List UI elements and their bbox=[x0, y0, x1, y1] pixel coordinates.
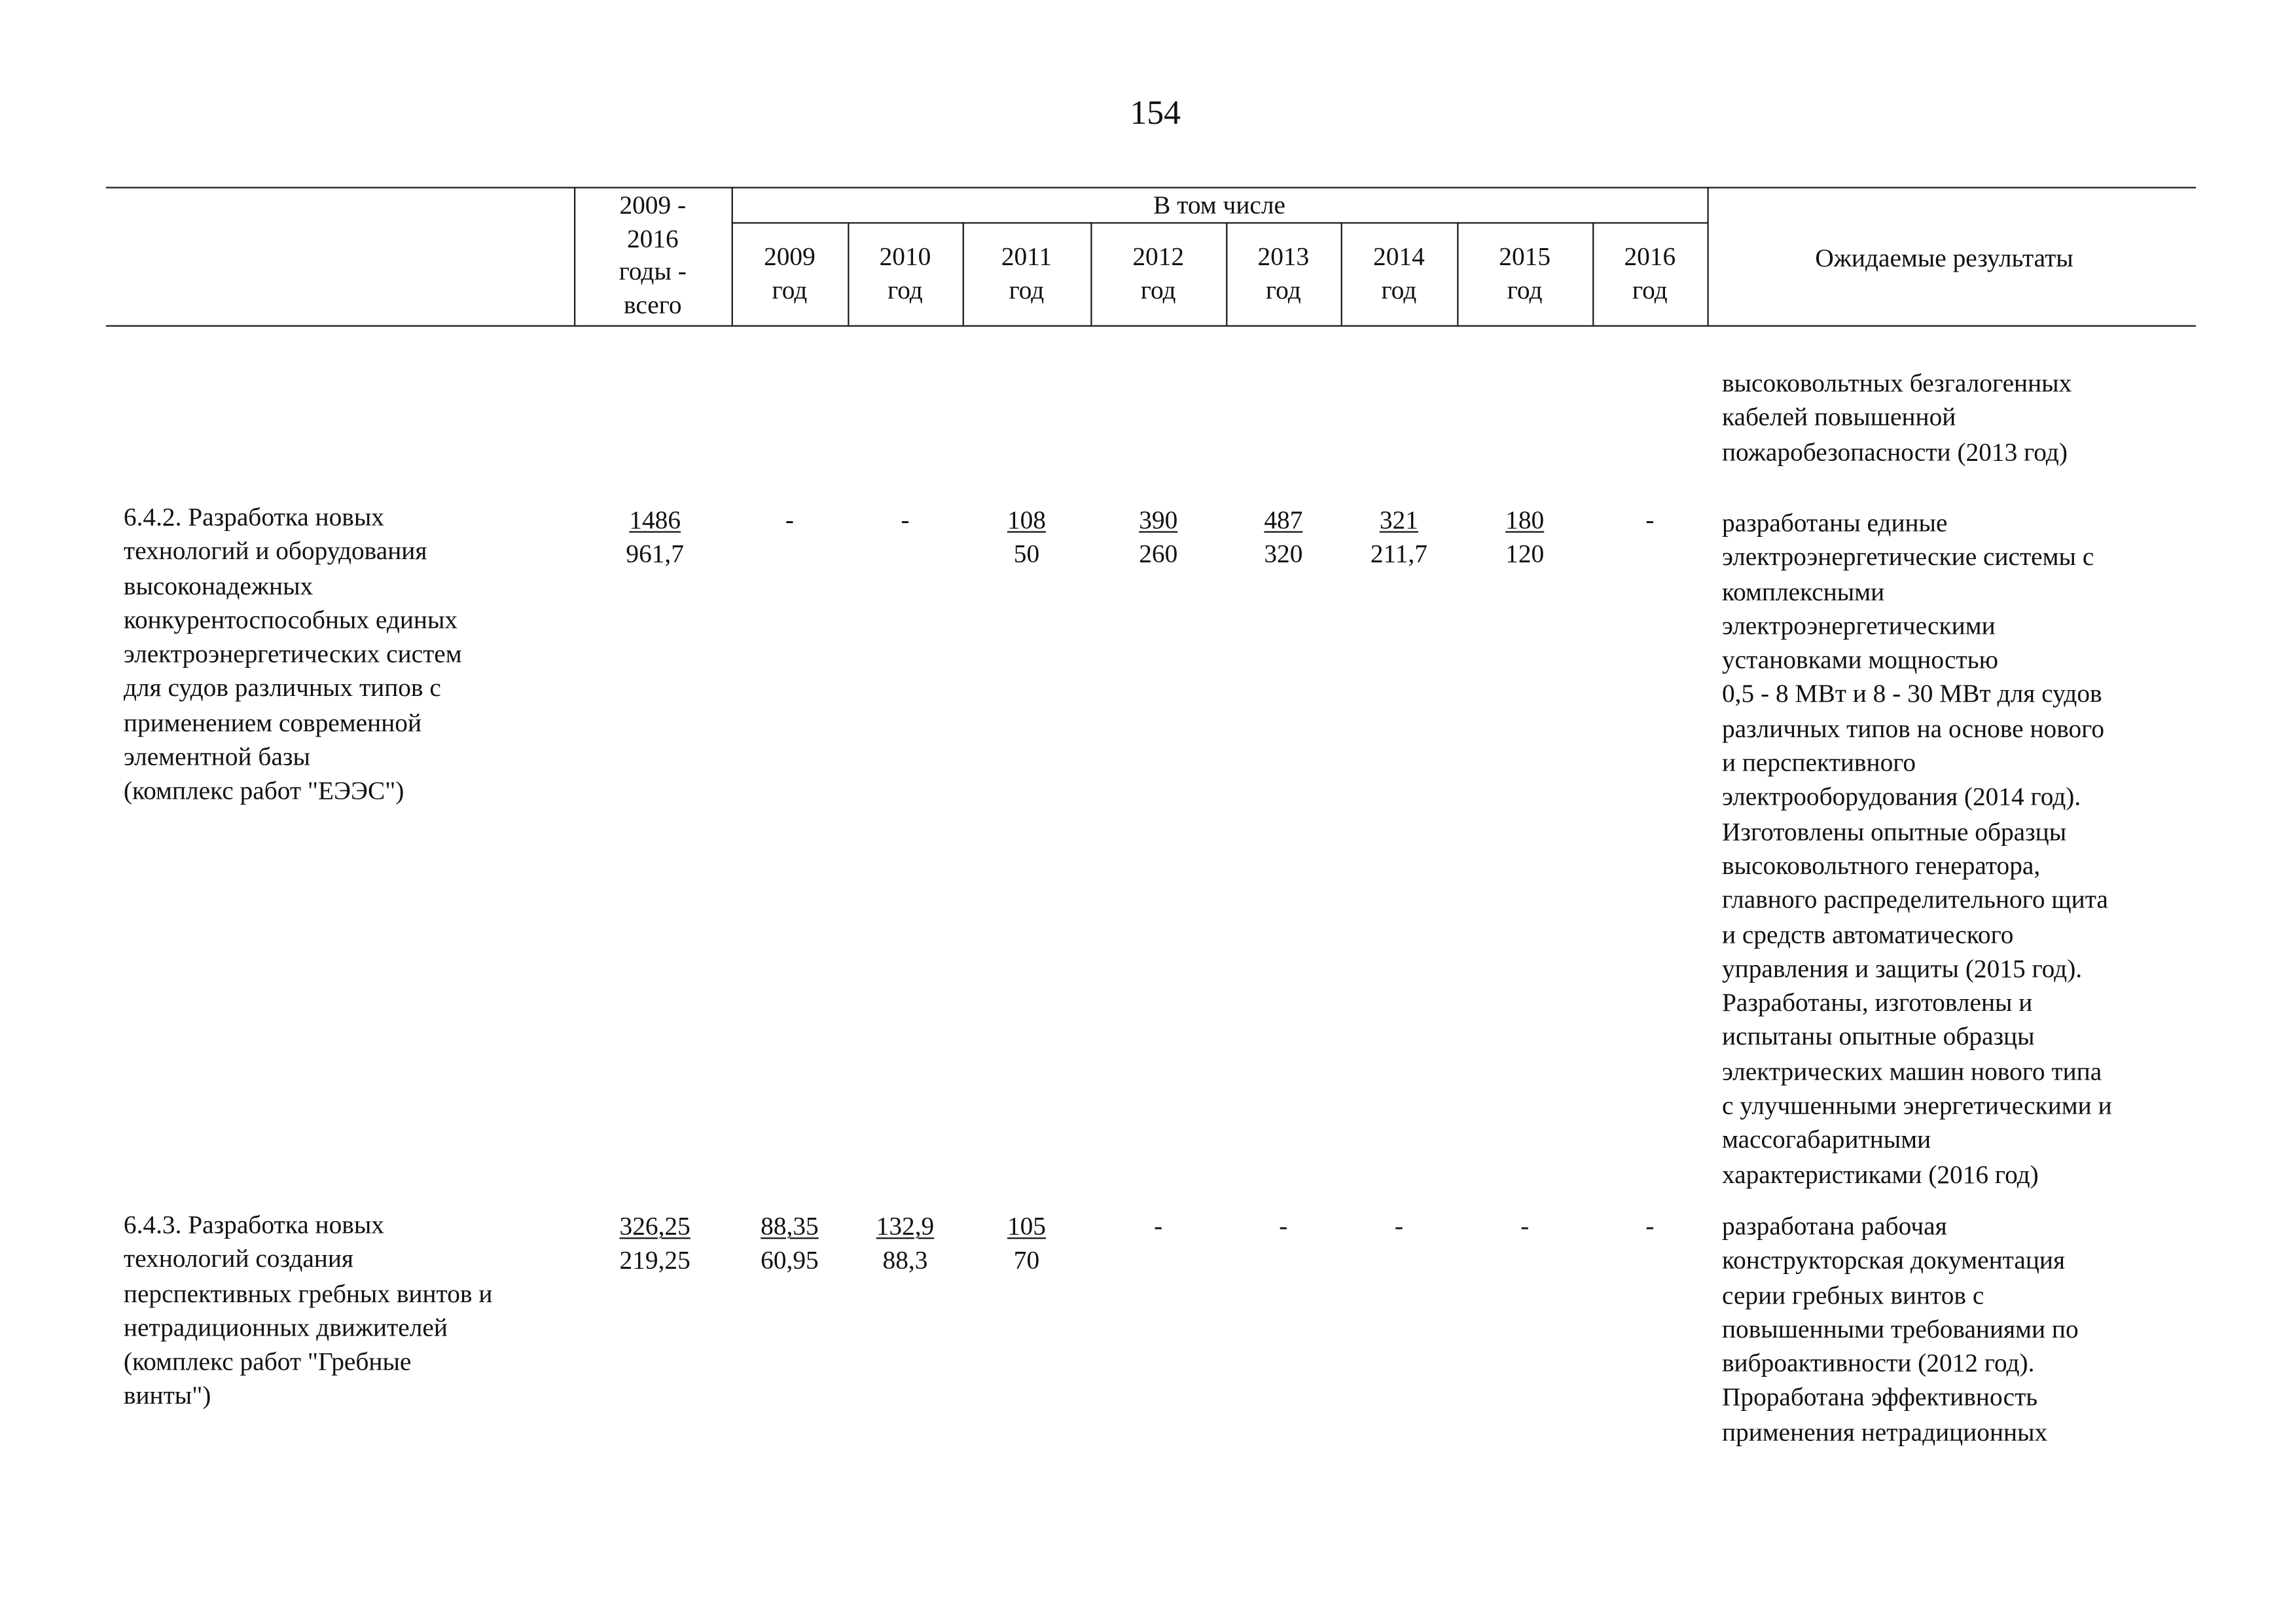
header-year-label: 2012 bbox=[1132, 241, 1185, 271]
row-title: 6.4.3. Разработка новых технологий создания перспективных гребных винтов и нетрадиционных движителей (комплекс работ "Гребные винты") bbox=[123, 1209, 493, 1411]
page-number: 154 bbox=[1130, 94, 1181, 132]
value-top: - bbox=[1520, 1211, 1530, 1241]
header-year-label: 2011 bbox=[1001, 241, 1052, 271]
header-total: 2009 - 2016 годы - всего bbox=[619, 189, 687, 319]
row-total bbox=[588, 1209, 721, 1278]
header-year-label: 2014 bbox=[1373, 241, 1425, 271]
row-year-value bbox=[1457, 1209, 1592, 1243]
row-year-value bbox=[1592, 503, 1707, 538]
value-top: 390 bbox=[1139, 504, 1178, 534]
header-year-2015 bbox=[1457, 240, 1592, 307]
value-top: 108 bbox=[1007, 504, 1046, 534]
value-bottom: 219,25 bbox=[619, 1245, 691, 1275]
value-top: 326,25 bbox=[619, 1211, 691, 1241]
value-top: - bbox=[1154, 1211, 1163, 1241]
header-year-2013 bbox=[1226, 240, 1340, 307]
value-bottom: 50 bbox=[1013, 539, 1040, 569]
header-year-unit: год bbox=[772, 275, 808, 305]
row-year-value bbox=[1592, 1209, 1707, 1243]
header-year-unit: год bbox=[1140, 275, 1176, 305]
row-year-value bbox=[1090, 1209, 1226, 1243]
header-year-unit: год bbox=[1507, 275, 1543, 305]
row-total bbox=[588, 503, 721, 572]
value-bottom: 88,3 bbox=[882, 1245, 928, 1275]
header-year-label: 2009 bbox=[764, 241, 816, 271]
value-top: - bbox=[1645, 504, 1655, 534]
header-year-unit: год bbox=[1632, 275, 1668, 305]
value-top: - bbox=[1279, 1211, 1288, 1241]
row-year-value bbox=[732, 503, 848, 538]
value-bottom: 320 bbox=[1264, 539, 1303, 569]
row-year-value bbox=[1341, 1209, 1458, 1243]
value-bottom: 60,95 bbox=[761, 1245, 819, 1275]
value-top: 180 bbox=[1505, 504, 1545, 534]
row-year-value bbox=[848, 1209, 962, 1278]
value-top: 88,35 bbox=[761, 1211, 819, 1241]
value-bottom: 211,7 bbox=[1370, 539, 1427, 569]
subheader-rule bbox=[732, 222, 1708, 223]
value-bottom: 961,7 bbox=[626, 539, 684, 569]
header-including: В том числе bbox=[1153, 189, 1285, 219]
header-results: Ожидаемые результаты bbox=[1815, 242, 2073, 272]
header-year-unit: год bbox=[1381, 275, 1417, 305]
value-top: - bbox=[901, 504, 910, 534]
row-year-value bbox=[1090, 503, 1226, 572]
header-year-2010 bbox=[848, 240, 962, 307]
header-year-label: 2015 bbox=[1499, 241, 1551, 271]
row-year-value bbox=[732, 1209, 848, 1278]
value-bottom: 70 bbox=[1013, 1245, 1040, 1275]
header-year-label: 2013 bbox=[1257, 241, 1310, 271]
header-year-unit: год bbox=[888, 275, 923, 305]
row-year-value bbox=[963, 1209, 1091, 1278]
value-top: 1486 bbox=[629, 504, 681, 534]
header-year-2011 bbox=[963, 240, 1091, 307]
row-results: высоковольтных безгалогенных кабелей повышенной пожаробезопасности (2013 год) bbox=[1721, 367, 2072, 466]
header-year-2012 bbox=[1090, 240, 1226, 307]
value-top: 105 bbox=[1007, 1211, 1046, 1241]
row-year-value bbox=[1226, 503, 1340, 572]
header-bottom-rule bbox=[106, 325, 2196, 327]
value-top: - bbox=[1394, 1211, 1403, 1241]
header-year-label: 2016 bbox=[1624, 241, 1676, 271]
row-year-value bbox=[848, 503, 962, 538]
value-top: 487 bbox=[1264, 504, 1303, 534]
header-year-2014 bbox=[1341, 240, 1458, 307]
row-results: разработаны единые электроэнергетические системы с комплексными электроэнергетическими установками мощностью 0,5 - 8 МВт и 8 - 30 МВт для судов различных типов на основе нового и перспективного электрооборудования (2014 год). Изготовлены опытные образцы высоковольтного генератора, главного распределительного щита и средств автоматического управления и защиты (2015 год). Разработаны, изготовлены и испытаны опытные образцы электрических машин нового типа с улучшенными энергетическими и массогабаритными характеристиками (2016 год) bbox=[1721, 507, 2112, 1189]
row-results: разработана рабочая конструкторская документация серии гребных винтов с повышенными требованиями по виброактивности (2012 год). Проработана эффективность применения нетрадиционных bbox=[1721, 1211, 2079, 1446]
row-year-value bbox=[1457, 503, 1592, 572]
header-year-label: 2010 bbox=[879, 241, 931, 271]
row-year-value bbox=[1226, 1209, 1340, 1243]
value-top: - bbox=[785, 504, 794, 534]
value-top: 321 bbox=[1379, 504, 1418, 534]
row-year-value bbox=[1341, 503, 1458, 572]
value-top: - bbox=[1645, 1211, 1655, 1241]
row-year-value bbox=[963, 503, 1091, 572]
row-title: 6.4.2. Разработка новых технологий и оборудования высоконадежных конкурентоспособных единых электроэнергетических систем для судов различных типов с применением современной элементной базы (комплекс работ "ЕЭЭС") bbox=[123, 501, 462, 806]
value-bottom: 120 bbox=[1505, 539, 1545, 569]
value-top: 132,9 bbox=[876, 1211, 935, 1241]
header-year-2016 bbox=[1592, 240, 1707, 307]
header-year-2009 bbox=[732, 240, 848, 307]
value-bottom: 260 bbox=[1139, 539, 1178, 569]
header-year-unit: год bbox=[1009, 275, 1045, 305]
header-year-unit: год bbox=[1265, 275, 1301, 305]
